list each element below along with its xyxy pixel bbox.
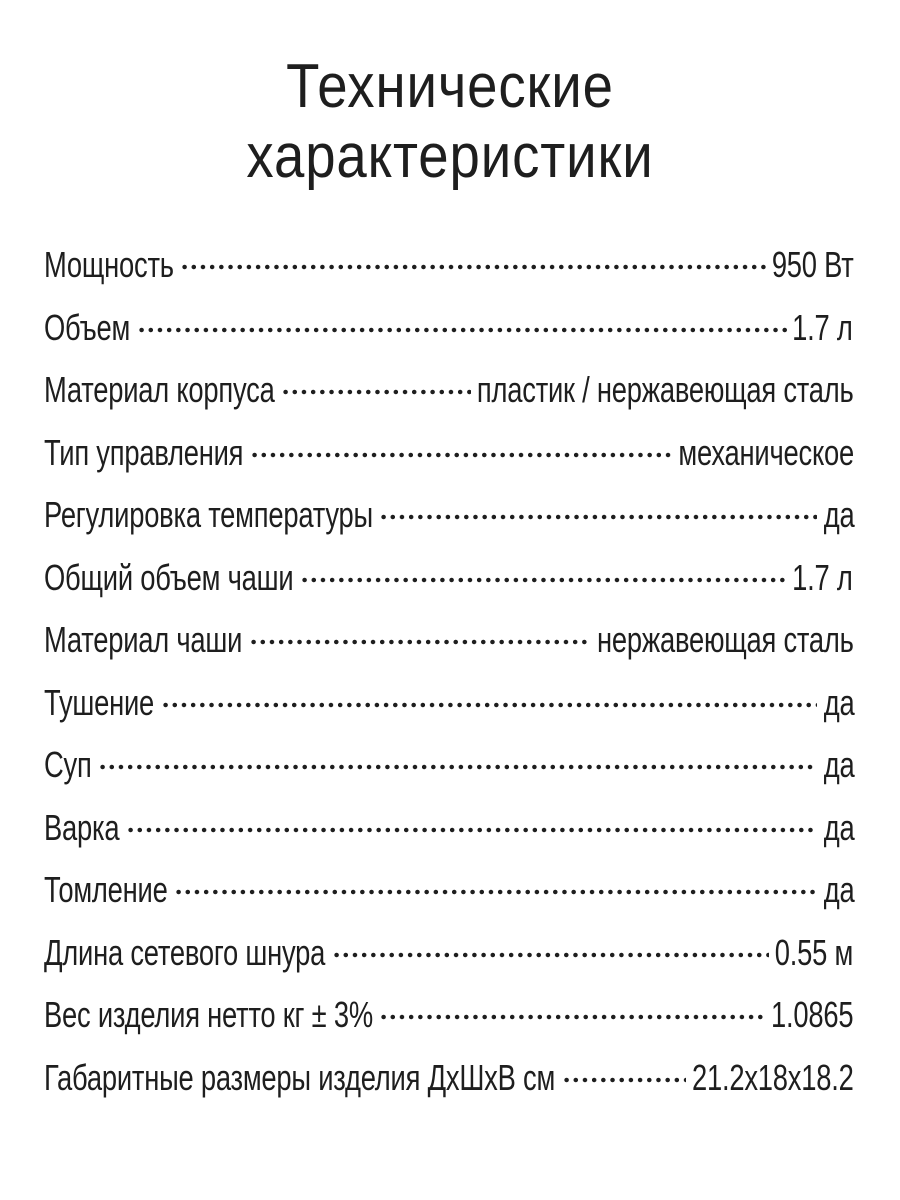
spec-value-text: да — [823, 681, 855, 723]
spec-label-text: Материал чаши — [44, 619, 243, 660]
spec-label-text: Длина сетевого шнура — [44, 931, 326, 973]
spec-value-text: механическое — [677, 431, 854, 473]
dot-leader — [379, 514, 817, 520]
dot-leader — [161, 702, 817, 708]
spec-label — [44, 859, 168, 922]
spec-value-text: 21.2x18x18.2 — [691, 1056, 854, 1098]
page-title — [54, 52, 846, 192]
spec-value — [793, 297, 854, 360]
spec-label-text: Томление — [44, 869, 168, 910]
spec-row-body-material — [44, 359, 854, 422]
spec-row-soup — [44, 734, 854, 797]
dot-leader — [126, 827, 817, 833]
spec-value-text: да — [823, 744, 855, 785]
spec-label-text: Объем — [44, 306, 131, 348]
spec-value — [823, 734, 854, 797]
spec-value — [678, 422, 854, 485]
dot-leader — [174, 889, 817, 895]
spec-label — [44, 547, 294, 610]
spec-row-dimensions — [44, 1047, 854, 1110]
spec-row-bowl-material — [44, 609, 854, 672]
spec-value-text: 1.0865 — [771, 994, 854, 1035]
spec-value — [823, 859, 854, 922]
spec-label — [44, 797, 120, 860]
spec-label-text: Габаритные размеры изделия ДхШхВ см — [44, 1056, 556, 1098]
spec-row-stewing — [44, 672, 854, 735]
spec-value — [477, 359, 854, 422]
spec-value-text: 1.7 л — [792, 306, 854, 348]
spec-label — [44, 1047, 556, 1110]
spec-label-text: Тушение — [44, 681, 155, 723]
spec-row-temperature-control — [44, 484, 854, 547]
spec-label — [44, 297, 131, 360]
spec-value — [772, 234, 854, 297]
spec-row-simmering — [44, 859, 854, 922]
spec-row-control-type — [44, 422, 854, 485]
dot-leader — [332, 952, 769, 958]
dot-leader — [379, 1014, 765, 1020]
spec-label — [44, 922, 326, 985]
spec-label-text: Регулировка температуры — [44, 494, 373, 535]
spec-value-text: пластик / нержавеющая сталь — [476, 369, 854, 410]
dot-leader — [180, 264, 766, 270]
spec-value — [823, 484, 854, 547]
dot-leader — [250, 452, 672, 458]
spec-value-text: 950 Вт — [771, 244, 854, 285]
title-line-2: характеристики — [246, 122, 654, 191]
spec-label-text: Суп — [44, 744, 92, 785]
spec-value — [597, 609, 854, 672]
spec-value — [793, 547, 854, 610]
spec-label-text: Вес изделия нетто кг ± 3% — [44, 994, 373, 1035]
spec-value-text: да — [823, 494, 855, 535]
spec-label-text: Общий объем чаши — [44, 556, 294, 598]
spec-label — [44, 422, 244, 485]
spec-label — [44, 234, 174, 297]
spec-label — [44, 672, 155, 735]
specs-list — [44, 234, 854, 1109]
spec-value-text: 0.55 м — [775, 931, 854, 973]
spec-value-text: да — [823, 806, 855, 848]
spec-value — [823, 672, 854, 735]
spec-row-boiling — [44, 797, 854, 860]
spec-value-text: да — [823, 869, 855, 910]
spec-row-power — [44, 234, 854, 297]
spec-row-volume — [44, 297, 854, 360]
dot-leader — [98, 764, 817, 770]
spec-label — [44, 609, 243, 672]
dot-leader — [137, 327, 787, 333]
spec-label — [44, 484, 373, 547]
spec-row-net-weight — [44, 984, 854, 1047]
dot-leader — [562, 1077, 686, 1083]
spec-value — [775, 922, 854, 985]
dot-leader — [249, 639, 591, 645]
spec-label — [44, 734, 92, 797]
spec-row-bowl-volume — [44, 547, 854, 610]
spec-label-text: Материал корпуса — [44, 369, 275, 410]
spec-value-text: 1.7 л — [792, 556, 854, 598]
spec-label-text: Тип управления — [44, 431, 244, 473]
title-line-1: Технические — [286, 52, 614, 121]
spec-row-cord-length — [44, 922, 854, 985]
spec-value — [823, 797, 854, 860]
dot-leader — [300, 577, 787, 583]
spec-value — [771, 984, 854, 1047]
spec-value-text: нержавеющая сталь — [596, 619, 854, 660]
spec-value — [692, 1047, 854, 1110]
spec-label — [44, 984, 373, 1047]
dot-leader — [281, 389, 471, 395]
spec-label — [44, 359, 275, 422]
spec-label-text: Мощность — [44, 244, 174, 285]
spec-label-text: Варка — [44, 806, 120, 848]
